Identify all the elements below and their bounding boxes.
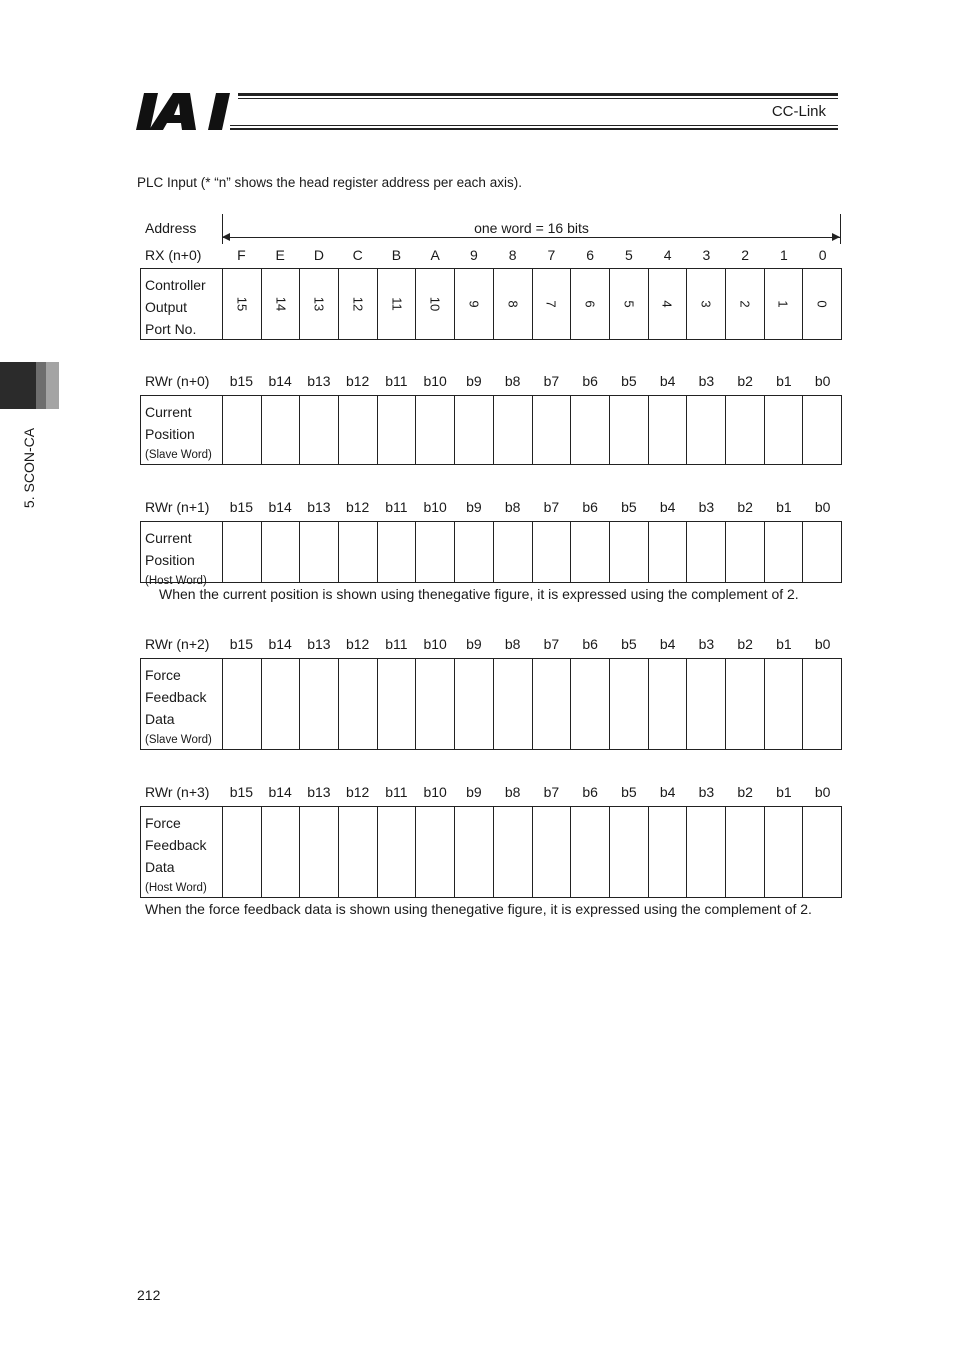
bit-header: b12 — [345, 499, 370, 515]
port-number: 3 — [698, 300, 714, 308]
bit-cell — [339, 659, 378, 749]
rx-bit: D — [313, 247, 324, 263]
bit-header: b6 — [582, 373, 598, 389]
bit-header: b4 — [659, 499, 676, 515]
bit-cell — [726, 807, 765, 897]
bit-cell — [223, 522, 262, 582]
word-type: (Host Word) — [145, 575, 207, 587]
bit-header: b9 — [466, 636, 482, 652]
rx-bit: 7 — [547, 247, 556, 263]
bit-cell — [649, 807, 688, 897]
bit-header: b15 — [229, 784, 254, 800]
bit-header: b11 — [385, 636, 408, 652]
intro-text: PLC Input (* “n” shows the head register address per each axis). — [137, 175, 522, 190]
bit-header: b1 — [776, 636, 792, 652]
bit-cell — [726, 396, 765, 464]
bit-header: b2 — [737, 373, 753, 389]
bit-cell — [649, 522, 688, 582]
bit-header: b8 — [504, 784, 521, 800]
port-number: 2 — [737, 300, 753, 308]
register-bit-row — [140, 784, 842, 800]
word-type: (Slave Word) — [145, 734, 212, 746]
bit-header: b9 — [466, 499, 482, 515]
bit-header: b3 — [698, 784, 715, 800]
bit-header: b0 — [814, 784, 831, 800]
bit-header: b7 — [543, 373, 560, 389]
bit-cell — [687, 807, 726, 897]
port-number: 13 — [311, 296, 327, 312]
bit-header: b8 — [504, 499, 521, 515]
bit-header: b7 — [543, 784, 560, 800]
bit-cell — [262, 522, 301, 582]
bit-header: b0 — [814, 499, 831, 515]
rx-label: RX (n+0) — [145, 247, 202, 263]
bit-header: b6 — [582, 636, 598, 652]
bit-header: b8 — [504, 636, 521, 652]
register-grid — [140, 395, 842, 465]
register-grid — [140, 806, 842, 898]
bit-cell — [533, 522, 572, 582]
register-label: Current Position (Host Word) — [141, 522, 223, 582]
bit-header: b6 — [582, 784, 598, 800]
register-bit-row — [140, 636, 842, 652]
bit-header: b4 — [659, 373, 676, 389]
bit-header: b12 — [345, 784, 370, 800]
word-caption: one word = 16 bits — [474, 220, 589, 236]
bit-header: b13 — [307, 373, 331, 389]
bit-cell — [455, 396, 494, 464]
bit-header: b11 — [385, 499, 408, 515]
bit-header: b9 — [466, 373, 482, 389]
bit-cell — [649, 659, 688, 749]
bit-header: b5 — [621, 499, 637, 515]
bit-header: b2 — [737, 499, 753, 515]
bit-cell — [726, 522, 765, 582]
word-type: (Slave Word) — [145, 449, 212, 461]
bit-cell — [494, 522, 533, 582]
port-number: 14 — [273, 296, 289, 312]
rx-bit-row — [140, 247, 842, 263]
bit-header: b3 — [698, 636, 715, 652]
rx-bit: 0 — [818, 247, 827, 263]
bit-cell — [223, 807, 262, 897]
bit-header: b14 — [268, 373, 292, 389]
bit-cell — [726, 659, 765, 749]
bit-cell — [803, 659, 841, 749]
position-note: When the current position is shown using thenegative figure, it is expressed using the complement of 2. — [159, 586, 799, 602]
port-number: 9 — [466, 300, 482, 308]
bit-cell — [803, 807, 841, 897]
bit-cell — [610, 807, 649, 897]
bit-cell — [765, 396, 804, 464]
bit-cell — [339, 522, 378, 582]
bit-cell — [300, 522, 339, 582]
bit-cell — [300, 807, 339, 897]
port-number: 15 — [234, 296, 250, 312]
bit-header: b14 — [268, 636, 292, 652]
register-address: RWr (n+3) — [145, 784, 210, 800]
force-note: When the force feedback data is shown using thenegative figure, it is expressed using the complement of 2. — [145, 901, 812, 917]
bit-cell — [262, 396, 301, 464]
bit-header: b4 — [659, 784, 676, 800]
bit-cell — [455, 522, 494, 582]
bit-cell — [378, 807, 417, 897]
bit-cell — [765, 807, 804, 897]
rx-bit: A — [430, 247, 440, 263]
port-number: 0 — [814, 300, 830, 308]
bit-cell — [339, 396, 378, 464]
chapter-tab — [0, 362, 60, 409]
chapter-label: 5. SCON-CA — [21, 427, 37, 509]
register-grid — [140, 658, 842, 750]
bit-cell — [687, 396, 726, 464]
bit-header: b0 — [814, 636, 831, 652]
register-bit-row — [140, 499, 842, 515]
bit-cell — [571, 522, 610, 582]
rx-bit: E — [275, 247, 285, 263]
bit-cell — [416, 659, 455, 749]
port-number: 4 — [659, 300, 675, 308]
bit-cell — [533, 659, 572, 749]
header-rule — [238, 93, 838, 130]
register-address: RWr (n+1) — [145, 499, 210, 515]
bit-cell — [339, 807, 378, 897]
bit-header: b3 — [698, 373, 715, 389]
bit-header: b2 — [737, 636, 753, 652]
bit-header: b13 — [307, 784, 331, 800]
rx-bit: 6 — [586, 247, 595, 263]
bit-cell — [262, 659, 301, 749]
bit-header: b7 — [543, 499, 560, 515]
bit-cell — [300, 396, 339, 464]
bit-cell — [378, 659, 417, 749]
rx-bit: 2 — [741, 247, 750, 263]
bit-header: b7 — [543, 636, 560, 652]
rx-bit: 3 — [702, 247, 711, 263]
bit-cell — [610, 659, 649, 749]
bit-header: b10 — [423, 499, 447, 515]
bit-cell — [494, 396, 533, 464]
bit-header: b13 — [307, 636, 331, 652]
bit-header: b2 — [737, 784, 753, 800]
bit-cell — [571, 659, 610, 749]
bit-cell — [610, 522, 649, 582]
bit-cell — [223, 659, 262, 749]
bit-cell — [300, 659, 339, 749]
bit-header: b10 — [423, 373, 447, 389]
bit-cell — [533, 807, 572, 897]
bit-cell — [378, 396, 417, 464]
bit-cell — [765, 522, 804, 582]
word-span-arrow — [222, 237, 841, 238]
bit-header: b10 — [423, 784, 447, 800]
register-address: RWr (n+0) — [145, 373, 210, 389]
register-label: Current Position (Slave Word) — [141, 396, 223, 464]
bit-header: b1 — [776, 499, 792, 515]
bit-header: b5 — [621, 636, 637, 652]
bit-cell — [687, 522, 726, 582]
bit-header: b5 — [621, 784, 637, 800]
bit-cell — [455, 807, 494, 897]
bit-cell — [571, 807, 610, 897]
bit-cell — [687, 659, 726, 749]
bit-cell — [416, 807, 455, 897]
bit-cell — [262, 807, 301, 897]
register-grid — [140, 521, 842, 587]
port-number: 5 — [621, 300, 637, 308]
rx-bit: C — [352, 247, 363, 263]
bit-header: b0 — [814, 373, 831, 389]
register-bit-row — [140, 373, 842, 389]
rx-bit: B — [391, 247, 402, 263]
port-number: 8 — [505, 300, 521, 308]
bit-cell — [610, 396, 649, 464]
register-label: Force Feedback Data (Slave Word) — [141, 659, 223, 749]
register-label: Force Feedback Data (Host Word) — [141, 807, 223, 897]
port-number: 10 — [427, 296, 443, 312]
bit-header: b12 — [345, 636, 370, 652]
bit-header: b11 — [385, 784, 408, 800]
port-grid — [140, 268, 842, 340]
bit-header: b15 — [229, 636, 254, 652]
bit-header: b15 — [229, 373, 254, 389]
page-number: 212 — [137, 1287, 161, 1303]
port-number: 11 — [389, 297, 405, 311]
port-number: 6 — [582, 300, 598, 308]
rx-bit: 4 — [663, 247, 672, 263]
bit-cell — [494, 807, 533, 897]
bit-header: b6 — [582, 499, 598, 515]
bit-header: b12 — [345, 373, 370, 389]
bit-header: b1 — [776, 373, 792, 389]
rx-bit: F — [237, 247, 246, 263]
rx-bit: 5 — [624, 247, 633, 263]
bit-header: b13 — [307, 499, 331, 515]
bit-header: b8 — [504, 373, 521, 389]
bit-cell — [649, 396, 688, 464]
port-number: 7 — [543, 300, 559, 308]
register-address: RWr (n+2) — [145, 636, 210, 652]
bit-cell — [533, 396, 572, 464]
bit-cell — [803, 522, 841, 582]
bit-header: b11 — [385, 373, 408, 389]
bit-cell — [494, 659, 533, 749]
port-label: Controller Output Port No. — [141, 269, 223, 339]
rx-bit: 8 — [508, 247, 517, 263]
bit-header: b15 — [229, 499, 254, 515]
bit-cell — [455, 659, 494, 749]
bit-cell — [378, 522, 417, 582]
bit-cell — [571, 396, 610, 464]
bit-header: b14 — [268, 499, 292, 515]
bit-header: b4 — [659, 636, 676, 652]
rx-bit: 1 — [779, 247, 788, 263]
bit-header: b9 — [466, 784, 482, 800]
bit-header: b3 — [698, 499, 715, 515]
bit-cell — [416, 522, 455, 582]
port-number: 12 — [350, 296, 366, 312]
address-label: Address — [145, 220, 197, 236]
rx-bit: 9 — [469, 247, 478, 263]
bit-cell — [765, 659, 804, 749]
iai-logo — [136, 93, 236, 130]
bit-cell — [803, 396, 841, 464]
port-number: 1 — [775, 300, 791, 308]
header-title: CC-Link — [771, 103, 826, 120]
bit-header: b14 — [268, 784, 292, 800]
bit-header: b5 — [621, 373, 637, 389]
bit-header: b1 — [776, 784, 792, 800]
bit-cell — [223, 396, 262, 464]
bit-cell — [416, 396, 455, 464]
bit-header: b10 — [423, 636, 447, 652]
word-type: (Host Word) — [145, 882, 207, 894]
